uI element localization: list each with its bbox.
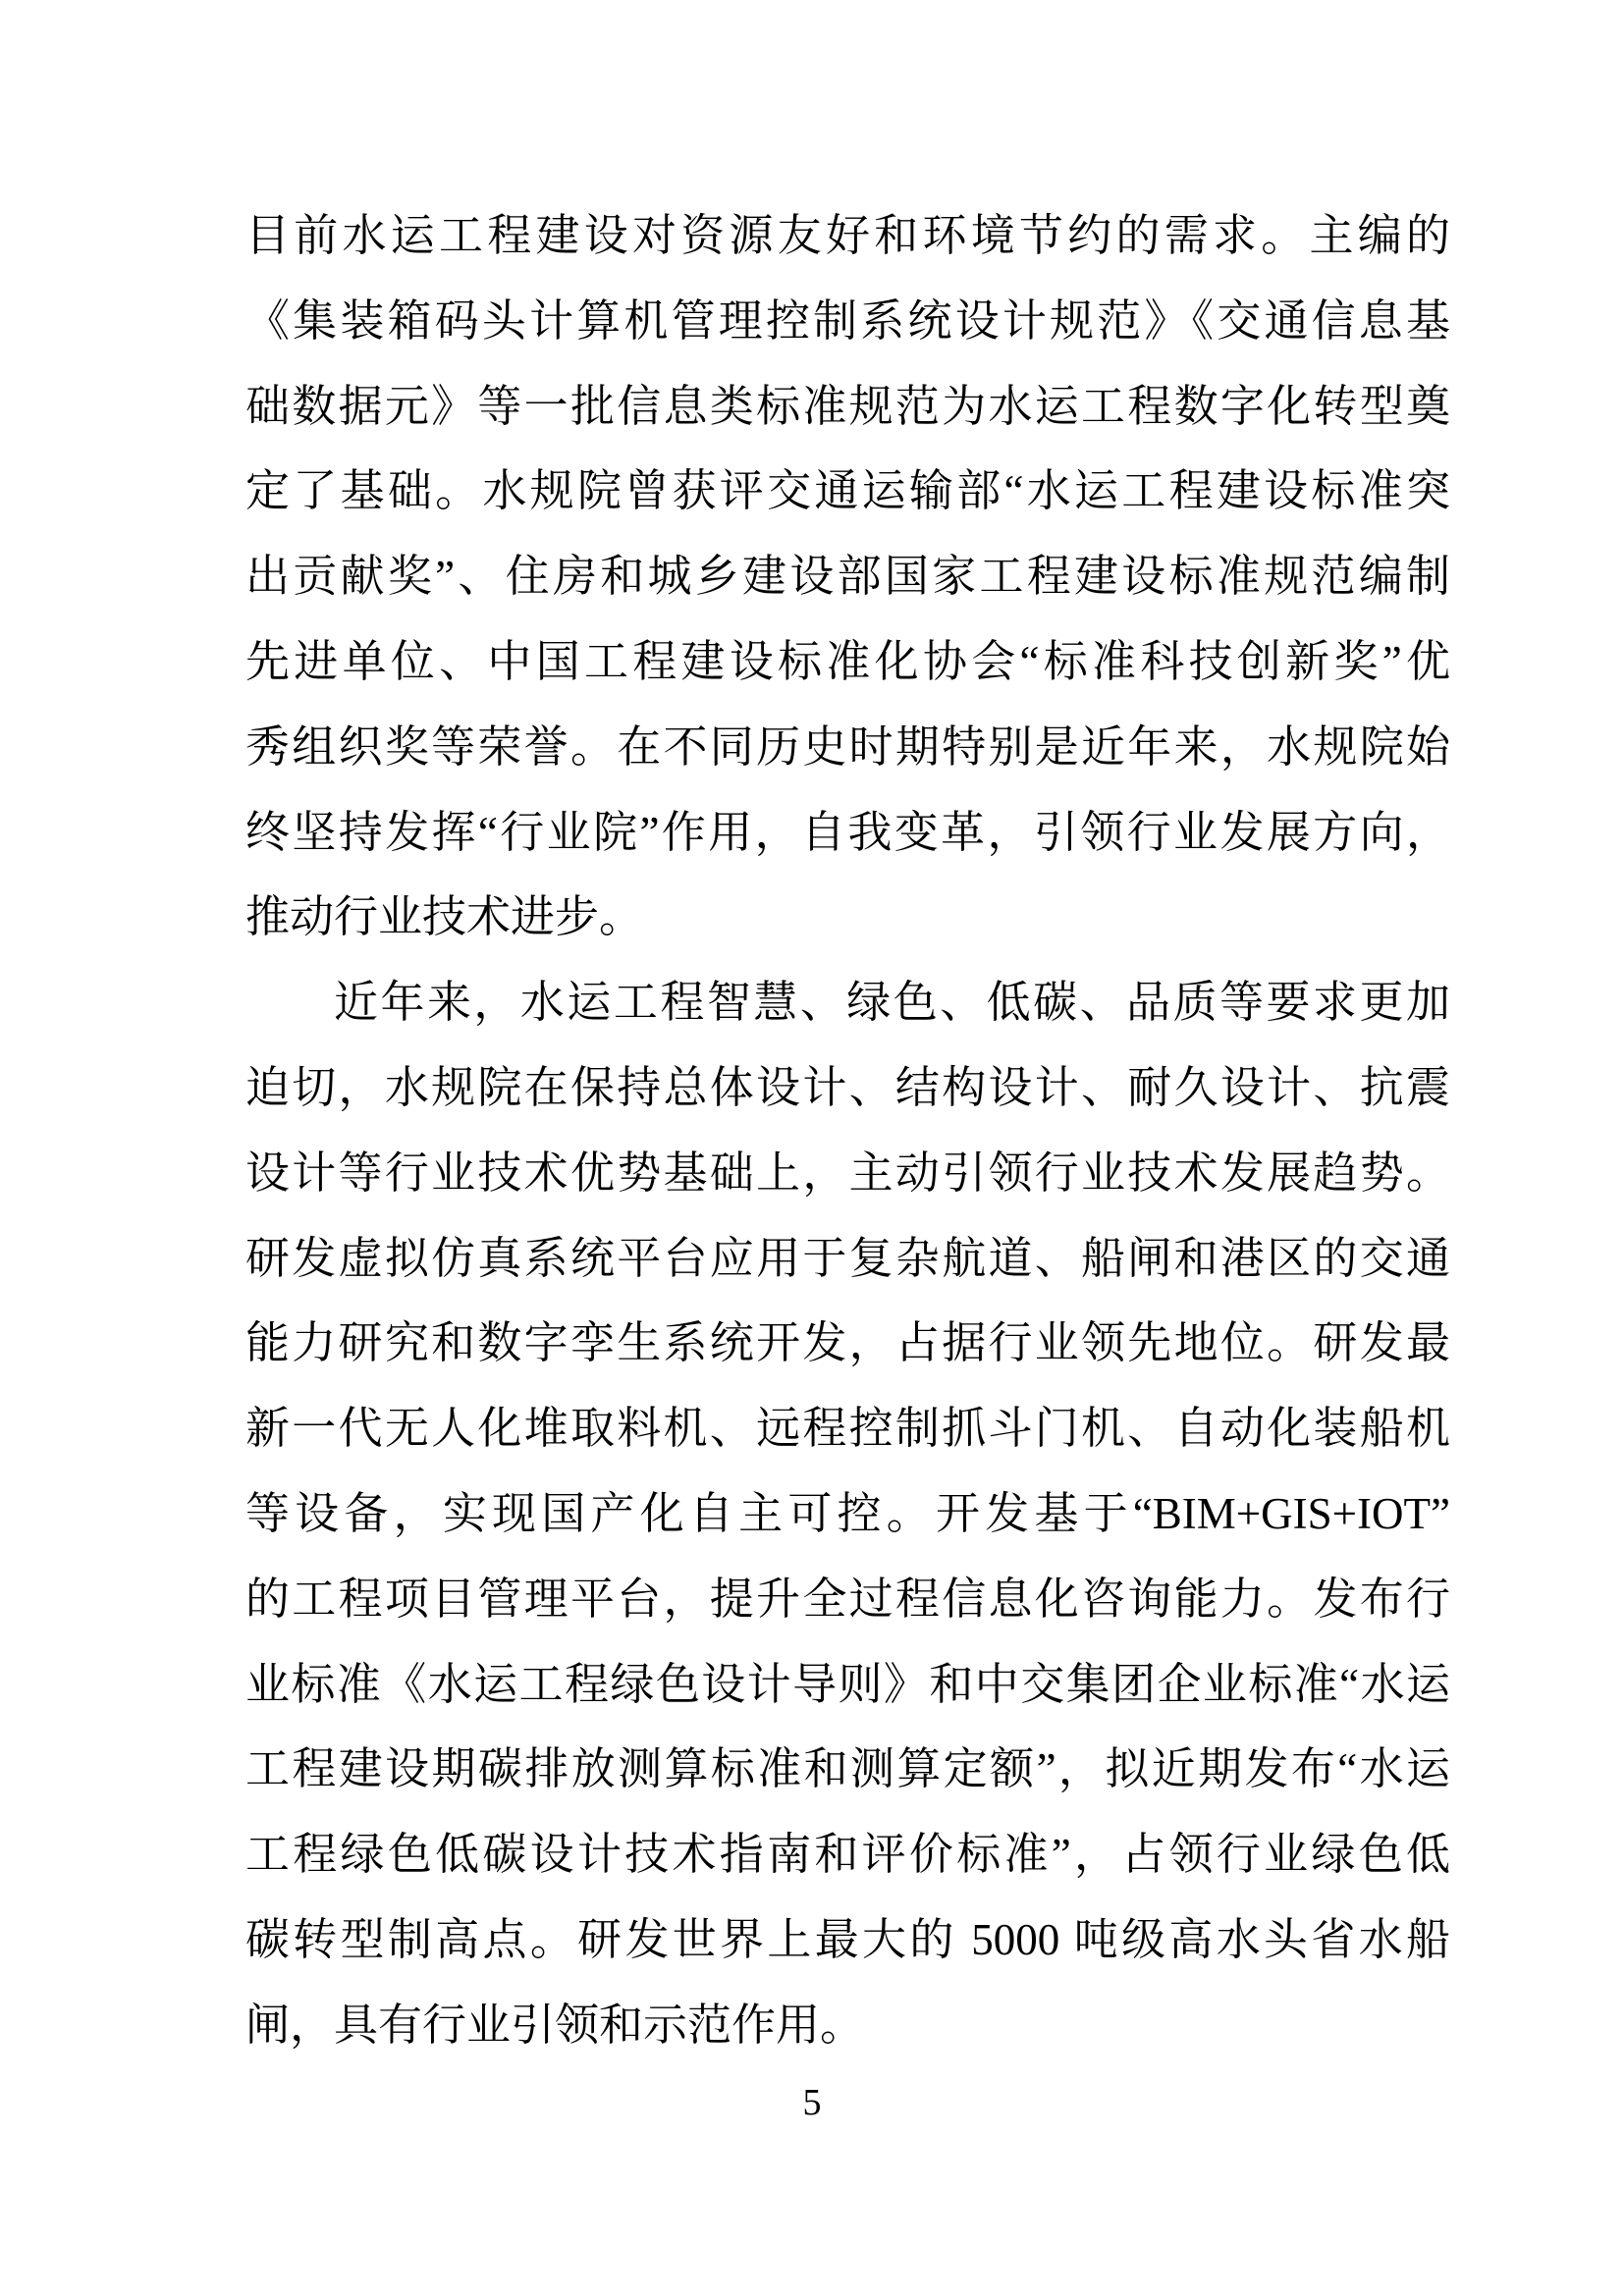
text-line: 秀组织奖等荣誉。在不同历史时期特别是近年来，水规院始 bbox=[245, 721, 1450, 772]
text-line-paragraph-end: 闸，具有行业引领和示范作用。 bbox=[245, 2000, 865, 2050]
text-line: 工程绿色低碳设计技术指南和评价标准”，占领行业绿色低 bbox=[245, 1830, 1450, 1880]
page-number: 5 bbox=[802, 2082, 822, 2123]
text-line: 先进单位、中国工程建设标准化协会“标准科技创新奖”优 bbox=[245, 636, 1450, 686]
text-line: 设计等行业技术优势基础上，主动引领行业技术发展趋势。 bbox=[245, 1148, 1450, 1198]
text-line: 研发虚拟仿真系统平台应用于复杂航道、船闸和港区的交通 bbox=[245, 1233, 1450, 1283]
text-line: 《集装箱码头计算机管理控制系统设计规范》《交通信息基 bbox=[245, 295, 1450, 346]
text-line: 业标准《水运工程绿色设计导则》和中交集团企业标准“水运 bbox=[245, 1659, 1450, 1709]
text-line: 出贡献奖”、住房和城乡建设部国家工程建设标准规范编制 bbox=[245, 552, 1450, 602]
text-line: 碳转型制高点。研发世界上最大的 5000 吨级高水头省水船 bbox=[245, 1914, 1450, 1964]
text-line: 目前水运工程建设对资源友好和环境节约的需求。主编的 bbox=[245, 211, 1450, 260]
text-line: 迫切，水规院在保持总体设计、结构设计、耐久设计、抗震 bbox=[245, 1062, 1450, 1112]
text-line-paragraph-end: 推动行业技术进步。 bbox=[245, 892, 644, 942]
text-line: 础数据元》等一批信息类标准规范为水运工程数字化转型奠 bbox=[245, 381, 1450, 431]
text-line: 等设备，实现国产化自主可控。开发基于“BIM+GIS+IOT” bbox=[245, 1488, 1450, 1538]
text-line-paragraph-start: 近年来，水运工程智慧、绿色、低碳、品质等要求更加 bbox=[334, 978, 1450, 1028]
text-line: 工程建设期碳排放测算标准和测算定额”，拟近期发布“水运 bbox=[245, 1744, 1450, 1794]
text-line: 终坚持发挥“行业院”作用，自我变革，引领行业发展方向， bbox=[245, 807, 1450, 857]
text-line: 的工程项目管理平台，提升全过程信息化咨询能力。发布行 bbox=[245, 1574, 1450, 1624]
text-line: 能力研究和数字孪生系统开发，占据行业领先地位。研发最 bbox=[245, 1318, 1450, 1368]
text-line: 新一代无人化堆取料机、远程控制抓斗门机、自动化装船机 bbox=[245, 1404, 1450, 1454]
text-line: 定了基础。水规院曾获评交通运输部“水运工程建设标准突 bbox=[245, 466, 1450, 516]
body-text bbox=[245, 193, 1450, 2068]
